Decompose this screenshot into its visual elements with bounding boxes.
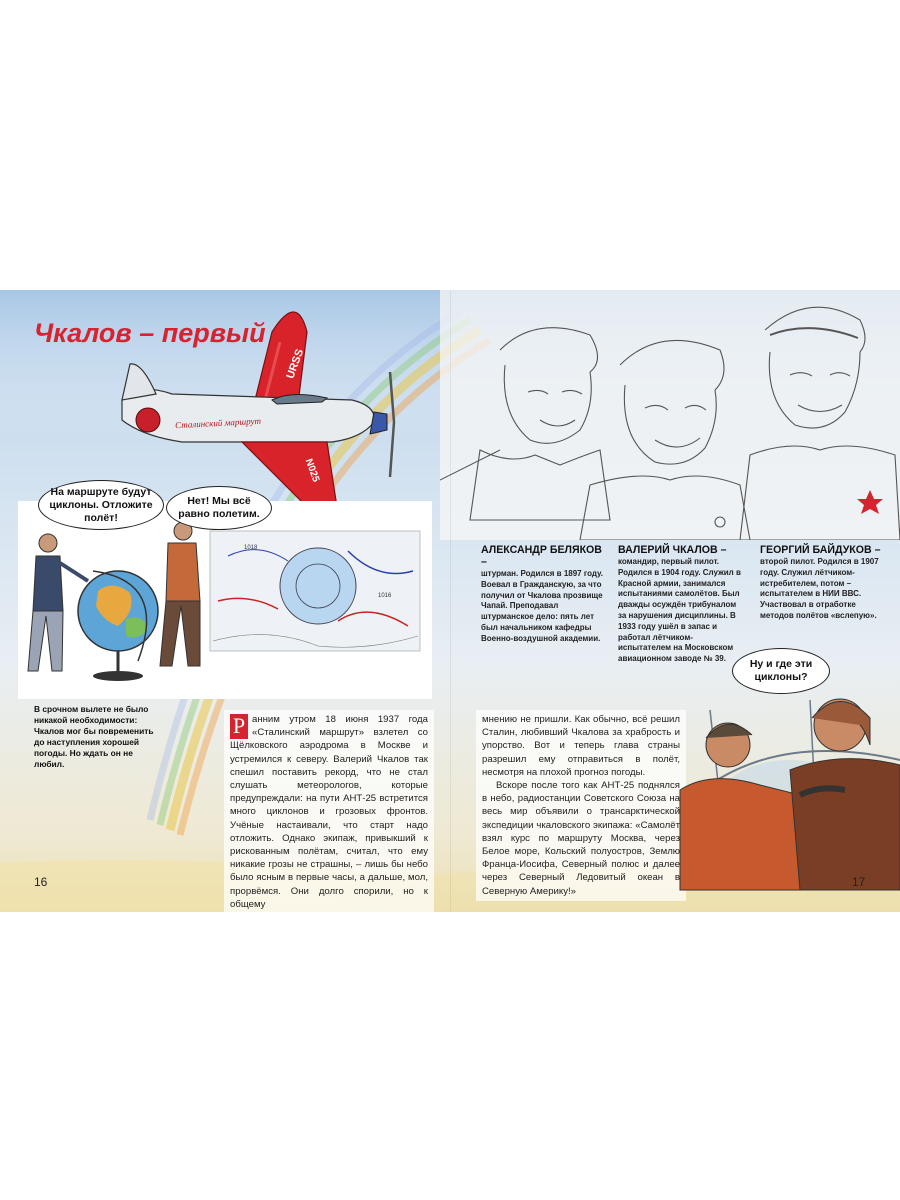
book-spread xyxy=(0,290,900,912)
speech-bubble-pilots: Ну и где эти циклоны? xyxy=(732,648,830,694)
globe-scene-panel xyxy=(18,501,432,699)
crew-portraits-sketch xyxy=(440,290,900,540)
globe-scene-illustration xyxy=(18,501,432,699)
pilots-cockpit-illustration xyxy=(670,690,900,912)
page-number-left: 16 xyxy=(34,875,48,889)
bio-text: второй пилот. Родился в 1907 году. Служил лётчиком-истребителем, потом – испытателем в НИИ ВВС. Участвовал в отработке методов полётов «вслепую». xyxy=(760,557,879,620)
map-isobar-label: 1018 xyxy=(244,545,258,551)
bio-name: ВАЛЕРИЙ ЧКАЛОВ – xyxy=(618,544,727,556)
plane-fuselage-label: Сталинский маршрут xyxy=(174,415,262,431)
plane-wing-label: URSS xyxy=(284,347,307,381)
bio-chkalov xyxy=(618,544,743,665)
drop-cap: Р xyxy=(230,714,248,739)
illustration-caption: В срочном вылете не было никакой необходимости: Чкалов мог бы повременить до наступления хорошей погоды. Но ждать он не любил. xyxy=(34,704,154,769)
body-text-left xyxy=(224,710,434,912)
plane-lower-wing-label: N025 xyxy=(302,457,322,484)
bio-text: командир, первый пилот. Родился в 1904 году. Служил в Красной армии, занимался испытаниями самолётов. Был дважды осуждён трибуналом за нарушения дисциплины. В 1933 году ушёл в запас и работал лётчиком-испытателем на Московском авиационном заводе № 39. xyxy=(618,557,741,664)
speech-bubble-right: Нет! Мы всё равно полетим. xyxy=(166,486,272,530)
map-isobar-label: 1016 xyxy=(378,593,392,599)
body-right-paragraph-1: мнению не пришли. Как обычно, всё решил Сталин, любивший Чкалова за храбрость и упорство. Вот и теперь глава страны разрешил ему отправиться в полёт, несмотря на плохой прогноз погоды. xyxy=(482,714,680,778)
bio-name: АЛЕКСАНДР БЕЛЯКОВ – xyxy=(481,544,602,568)
body-right-paragraph-2: Вскоре после того как АНТ-25 поднялся в небо, радиостанции Советского Союза на весь мир объявили о трансарктической экспедиции чкаловского экипажа: «Самолёт взял курс по маршруту Москва, через Белое море, Кольский полуостров, Землю Франца-Иосифа, Северный полюс и далее через Северный Ледовитый океан в Северную Америку!» xyxy=(482,780,680,897)
bio-baidukov xyxy=(760,544,888,622)
bio-text: штурман. Родился в 1897 году. Воевал в Гражданскую, за что получил от Чкалова прозвище Чапай. Преподавал штурманское дело: пять лет был начальником кафедры Военно-воздушной академии. xyxy=(481,569,603,643)
page-title: Чкалов – первый xyxy=(34,318,266,348)
body-text-right xyxy=(476,710,686,901)
page-number-right: 17 xyxy=(852,875,866,889)
bio-belyakov xyxy=(481,544,606,645)
speech-bubble-left: На маршруте будут циклоны. Отложите полёт! xyxy=(38,480,164,530)
bio-name: ГЕОРГИЙ БАЙДУКОВ – xyxy=(760,544,881,556)
body-left-paragraph: анним утром 18 июня 1937 года «Сталинский маршрут» взлетел со Щёлковского аэродрома в Москве и устремился к северу. Валерий Чкалов так спешил поставить рекорд, что не стал слушать метеорологов, которые предупреждали: на пути АНТ-25 встретится много циклонов и грозовых фронтов. Учёные настаивали, что старт надо отложить. Однако экипаж, привыкший к рискованным полётам, считал, что ему никакие грозы не страшны, – лишь бы небо было ясным в первые часы, а дальше, мол, прорвёмся. Они долго спорили, но к общему xyxy=(230,714,428,910)
